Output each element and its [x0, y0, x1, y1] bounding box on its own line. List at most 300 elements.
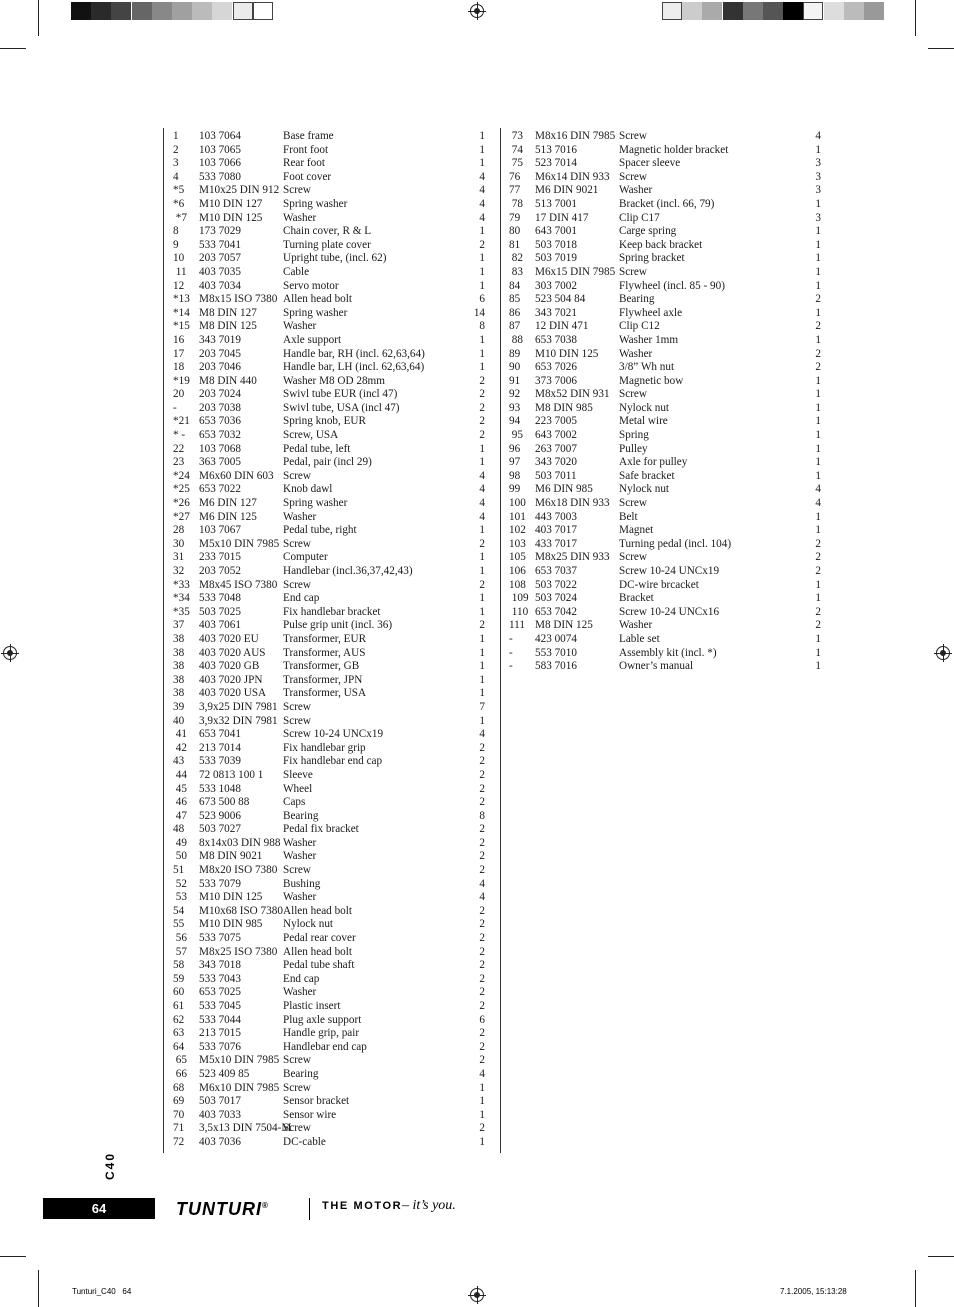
color-swatch	[71, 2, 91, 20]
parts-list-row	[173, 728, 485, 742]
part-description: Pedal rear cover	[283, 932, 356, 945]
part-number: 105	[509, 551, 526, 564]
part-description: Spring washer	[283, 197, 348, 210]
part-description: Pedal fix bracket	[283, 823, 359, 836]
part-number: 60	[173, 986, 185, 999]
color-swatch	[743, 2, 763, 20]
part-number: 57	[173, 945, 187, 958]
parts-list-row	[509, 144, 821, 158]
parts-list-row	[173, 973, 485, 987]
part-quantity: 1	[815, 429, 821, 442]
part-code: M6x60 DIN 603	[199, 469, 274, 482]
parts-list-row	[173, 687, 485, 701]
part-code: 103 7065	[199, 143, 241, 156]
part-code: M10 DIN 127	[199, 197, 263, 210]
part-number: 81	[509, 238, 521, 251]
part-quantity: 1	[815, 252, 821, 265]
part-code: 203 7045	[199, 347, 241, 360]
part-code: M6x18 DIN 933	[535, 497, 610, 510]
part-description: Screw	[619, 265, 647, 278]
part-number: 30	[173, 537, 185, 550]
part-code: 403 7020 USA	[199, 687, 267, 700]
part-code: 503 7017	[199, 1095, 241, 1108]
part-description: Transformer, JPN	[283, 673, 363, 686]
part-description: Clip C17	[619, 211, 660, 224]
part-number: 62	[173, 1013, 185, 1026]
parts-list-row	[173, 551, 485, 565]
part-code: 653 7026	[535, 361, 577, 374]
part-code: 583 7016	[535, 660, 577, 673]
part-number: 40	[173, 714, 185, 727]
part-quantity: 2	[479, 945, 485, 958]
part-quantity: 1	[479, 1081, 485, 1094]
parts-list-row	[173, 905, 485, 919]
parts-list-row	[173, 579, 485, 593]
part-code: 403 7034	[199, 279, 241, 292]
part-description: Flywheel axle	[619, 306, 683, 319]
part-code: 653 7036	[199, 415, 241, 428]
part-quantity: 4	[479, 891, 485, 904]
color-swatch	[172, 2, 192, 20]
part-description: Handle bar, LH (incl. 62,63,64)	[283, 361, 425, 374]
parts-list-row	[173, 483, 485, 497]
part-number: 46	[173, 796, 187, 809]
part-number: 4	[173, 170, 179, 183]
parts-list-row	[173, 715, 485, 729]
part-description: Screw	[283, 864, 311, 877]
parts-list-row	[173, 1014, 485, 1028]
part-code: 403 7035	[199, 265, 241, 278]
part-code: 533 7043	[199, 972, 241, 985]
parts-list-row	[173, 946, 485, 960]
part-description: Screw	[283, 1054, 311, 1067]
part-number: 76	[509, 170, 521, 183]
slogan-main: THE MOTOR	[322, 1200, 403, 1212]
part-quantity: 1	[479, 687, 485, 700]
part-description: Safe bracket	[619, 469, 675, 482]
part-description: Allen head bolt	[283, 293, 352, 306]
parts-list-row	[173, 647, 485, 661]
part-code: M8x20 ISO 7380	[199, 864, 278, 877]
part-description: Carge spring	[619, 225, 677, 238]
part-code: M6 DIN 127	[199, 497, 257, 510]
parts-list-row	[509, 592, 821, 606]
parts-list-row	[173, 443, 485, 457]
part-code: 3,9x25 DIN 7981	[199, 700, 278, 713]
part-quantity: 1	[479, 632, 485, 645]
part-quantity: 4	[479, 184, 485, 197]
color-swatch	[682, 2, 702, 20]
part-number: 63	[173, 1027, 185, 1040]
parts-list-row	[509, 402, 821, 416]
part-number: 94	[509, 415, 521, 428]
part-number: 91	[509, 374, 521, 387]
part-description: Allen head bolt	[283, 904, 352, 917]
part-description: Washer	[283, 836, 317, 849]
part-description: Screw 10-24 UNCx19	[283, 728, 384, 741]
part-description: Screw	[619, 388, 647, 401]
part-number: *19	[173, 374, 190, 387]
part-code: 443 7003	[535, 510, 577, 523]
part-description: Washer	[619, 619, 653, 632]
part-number: 39	[173, 700, 185, 713]
part-quantity: 4	[815, 130, 821, 142]
part-code: M8 DIN 9021	[199, 850, 263, 863]
part-quantity: 1	[815, 415, 821, 428]
part-description: Cable	[283, 265, 310, 278]
part-quantity: 3	[815, 184, 821, 197]
parts-list-row	[173, 225, 485, 239]
part-quantity: 2	[815, 347, 821, 360]
part-code: 523 504 84	[535, 293, 586, 306]
part-quantity: 2	[479, 537, 485, 550]
parts-list-row	[509, 334, 821, 348]
part-description: Screw	[283, 469, 311, 482]
parts-list-row	[173, 266, 485, 280]
part-description: Handle bar, RH (incl. 62,63,64)	[283, 347, 425, 360]
slogan-divider	[309, 1198, 310, 1220]
part-description: Screw	[283, 1122, 311, 1135]
part-description: Screw	[619, 130, 647, 142]
part-description: Knob dawl	[283, 483, 333, 496]
part-number: -	[509, 632, 513, 645]
part-quantity: 2	[479, 1040, 485, 1053]
parts-list-row	[509, 184, 821, 198]
parts-list-row	[173, 538, 485, 552]
parts-list-row	[173, 1041, 485, 1055]
part-code: 513 7001	[535, 197, 577, 210]
part-quantity: 4	[479, 170, 485, 183]
part-quantity: 1	[815, 374, 821, 387]
part-description: Owner’s manual	[619, 660, 694, 673]
color-swatch	[864, 2, 884, 20]
parts-list-row	[173, 783, 485, 797]
parts-list-row	[509, 483, 821, 497]
parts-list-row	[173, 606, 485, 620]
part-code: 203 7052	[199, 565, 241, 577]
parts-list-row	[173, 388, 485, 402]
color-swatch	[91, 2, 111, 20]
slogan-tagline	[402, 1198, 456, 1214]
part-quantity: 4	[479, 483, 485, 496]
part-number: 22	[173, 442, 185, 455]
model-label: C40	[103, 1151, 117, 1180]
part-description: Sensor wire	[283, 1108, 337, 1121]
part-description: Fix handlebar bracket	[283, 605, 381, 618]
part-quantity: 1	[815, 456, 821, 469]
part-code: 503 7022	[535, 578, 577, 591]
part-description: End cap	[283, 592, 320, 605]
part-number: *5	[173, 184, 185, 197]
part-quantity: 4	[479, 469, 485, 482]
part-number: 77	[509, 184, 521, 197]
parts-list-row	[173, 470, 485, 484]
parts-list-row	[173, 1095, 485, 1109]
part-description: Pulley	[619, 442, 648, 455]
color-swatch	[803, 2, 823, 20]
part-code: 103 7068	[199, 442, 241, 455]
part-quantity: 2	[479, 619, 485, 632]
part-code: 343 7020	[535, 456, 577, 469]
part-description: Bearing	[283, 809, 319, 822]
part-number: 2	[173, 143, 179, 156]
part-quantity: 7	[479, 700, 485, 713]
part-quantity: 4	[479, 510, 485, 523]
part-description: Spring washer	[283, 497, 348, 510]
parts-list-row	[173, 1068, 485, 1082]
parts-list-row	[173, 239, 485, 253]
part-number: 38	[173, 632, 185, 645]
part-code: 403 7020 EU	[199, 632, 259, 645]
color-swatch	[844, 2, 864, 20]
part-number: 65	[173, 1054, 187, 1067]
part-number: 47	[173, 809, 187, 822]
parts-list-row	[509, 619, 821, 633]
part-quantity: 3	[815, 211, 821, 224]
part-number: 38	[173, 673, 185, 686]
part-quantity: 2	[815, 537, 821, 550]
parts-list-row	[173, 1000, 485, 1014]
part-code: 233 7015	[199, 551, 241, 564]
parts-list-row	[173, 252, 485, 266]
parts-list-right	[509, 130, 821, 674]
color-swatch	[253, 2, 273, 20]
part-quantity: 2	[479, 986, 485, 999]
part-code: M5x10 DIN 7985	[199, 1054, 280, 1067]
part-number: 97	[509, 456, 521, 469]
part-quantity: 1	[815, 401, 821, 414]
brand-logo-text: TUNTURI	[176, 1199, 262, 1219]
part-description: Screw 10-24 UNCx19	[619, 565, 720, 577]
part-quantity: 2	[479, 388, 485, 401]
part-description: Washer	[283, 320, 317, 333]
part-number: 95	[509, 429, 523, 442]
part-quantity: 1	[479, 265, 485, 278]
parts-list-row	[509, 579, 821, 593]
part-code: 533 1048	[199, 782, 241, 795]
part-quantity: 2	[815, 605, 821, 618]
part-quantity: 1	[815, 238, 821, 251]
parts-list-row	[509, 538, 821, 552]
part-quantity: 1	[815, 524, 821, 537]
part-description: Servo motor	[283, 279, 339, 292]
part-number: 108	[509, 578, 526, 591]
part-quantity: 1	[479, 333, 485, 346]
part-number: 72	[173, 1135, 185, 1148]
part-quantity: 4	[815, 483, 821, 496]
part-code: 303 7002	[535, 279, 577, 292]
parts-list-row	[509, 157, 821, 171]
part-number: 55	[173, 918, 185, 931]
part-code: M5x10 DIN 7985	[199, 537, 280, 550]
parts-list-row	[509, 470, 821, 484]
parts-list-row	[173, 918, 485, 932]
parts-list-row	[173, 320, 485, 334]
part-quantity: 2	[815, 565, 821, 577]
part-description: Keep back bracket	[619, 238, 703, 251]
part-number: 42	[173, 741, 187, 754]
part-quantity: 1	[479, 605, 485, 618]
parts-list-row	[509, 551, 821, 565]
part-description: Assembly kit (incl. *)	[619, 646, 717, 659]
part-number: 96	[509, 442, 521, 455]
part-description: Transformer, AUS	[283, 646, 366, 659]
parts-list-row	[509, 361, 821, 375]
part-number: 12	[173, 279, 185, 292]
parts-list-row	[509, 225, 821, 239]
parts-list-row	[509, 212, 821, 226]
parts-list-row	[173, 1136, 485, 1150]
part-description: Metal wire	[619, 415, 668, 428]
part-number: 53	[173, 891, 187, 904]
part-number: 70	[173, 1108, 185, 1121]
part-number: 48	[173, 823, 185, 836]
part-quantity: 1	[479, 252, 485, 265]
registration-mark-icon	[936, 646, 950, 660]
part-code: M8 DIN 127	[199, 306, 257, 319]
part-description: Bracket	[619, 592, 654, 605]
part-number: 11	[173, 265, 187, 278]
part-description: Washer	[283, 510, 317, 523]
part-code: 653 7025	[199, 986, 241, 999]
part-quantity: 2	[479, 1027, 485, 1040]
part-quantity: 1	[815, 197, 821, 210]
part-code: 3,5x13 DIN 7504-M	[199, 1122, 292, 1135]
part-number: 45	[173, 782, 187, 795]
part-number: 56	[173, 932, 187, 945]
part-number: 20	[173, 388, 185, 401]
part-number: *25	[173, 483, 190, 496]
part-code: M8 DIN 985	[535, 401, 593, 414]
part-quantity: 1	[479, 592, 485, 605]
parts-list-row	[173, 565, 485, 579]
parts-list-row	[173, 334, 485, 348]
part-description: Chain cover, R & L	[283, 225, 372, 238]
part-description: Rear foot	[283, 157, 325, 170]
color-swatch	[723, 2, 743, 20]
parts-list-row	[173, 415, 485, 429]
part-description: Magnetic holder bracket	[619, 143, 729, 156]
part-description: Plug axle support	[283, 1013, 362, 1026]
parts-list-row	[173, 171, 485, 185]
part-number: 103	[509, 537, 526, 550]
part-description: Swivl tube EUR (incl 47)	[283, 388, 398, 401]
parts-list-row	[173, 878, 485, 892]
part-quantity: 6	[479, 293, 485, 306]
part-code: 433 7017	[535, 537, 577, 550]
part-quantity: 1	[479, 673, 485, 686]
part-description: Pedal, pair (incl 29)	[283, 456, 372, 469]
part-description: 3/8” Wh nut	[619, 361, 675, 374]
part-quantity: 8	[479, 809, 485, 822]
part-code: 213 7014	[199, 741, 241, 754]
part-description: Pedal tube, left	[283, 442, 351, 455]
part-description: Screw	[283, 184, 311, 197]
part-quantity: 2	[479, 401, 485, 414]
parts-list-row	[509, 497, 821, 511]
part-description: Spring	[619, 429, 649, 442]
part-quantity: 2	[479, 768, 485, 781]
part-quantity: 4	[479, 1067, 485, 1080]
part-description: Wheel	[283, 782, 313, 795]
part-quantity: 1	[479, 1135, 485, 1148]
part-quantity: 1	[815, 510, 821, 523]
parts-list-row	[509, 266, 821, 280]
part-number: 23	[173, 456, 185, 469]
part-quantity: 1	[479, 565, 485, 577]
part-number: 44	[173, 768, 187, 781]
parts-list-row	[509, 239, 821, 253]
parts-list-row	[173, 850, 485, 864]
part-code: M8x25 ISO 7380	[199, 945, 278, 958]
part-quantity: 1	[815, 632, 821, 645]
color-swatch	[111, 2, 131, 20]
part-code: 533 7076	[199, 1040, 241, 1053]
crop-mark	[0, 1256, 26, 1257]
color-swatch	[212, 2, 232, 20]
part-quantity: 2	[479, 1000, 485, 1012]
part-quantity: 2	[479, 972, 485, 985]
parts-list-row	[173, 198, 485, 212]
part-number: 10	[173, 252, 185, 265]
part-code: 553 7010	[535, 646, 577, 659]
part-number: *15	[173, 320, 190, 333]
part-number: 98	[509, 469, 521, 482]
part-code: 203 7046	[199, 361, 241, 374]
part-quantity: 2	[815, 619, 821, 632]
part-description: Screw	[283, 578, 311, 591]
part-description: Fix handlebar grip	[283, 741, 366, 754]
part-code: 653 7042	[535, 605, 577, 618]
part-number: -	[173, 401, 177, 414]
part-description: Transformer, USA	[283, 687, 367, 700]
part-quantity: 4	[815, 497, 821, 510]
part-quantity: 4	[479, 211, 485, 224]
part-quantity: 1	[479, 714, 485, 727]
part-number: 69	[173, 1095, 185, 1108]
part-description: Pedal tube shaft	[283, 959, 355, 972]
part-number: 66	[173, 1067, 187, 1080]
parts-list-row	[173, 1054, 485, 1068]
part-quantity: 1	[479, 456, 485, 469]
part-code: 263 7007	[535, 442, 577, 455]
part-quantity: 1	[479, 442, 485, 455]
parts-list-row	[173, 361, 485, 375]
part-description: Screw	[283, 700, 311, 713]
parts-list-row	[509, 388, 821, 402]
part-quantity: 2	[479, 429, 485, 442]
color-swatch	[662, 2, 682, 20]
color-swatch	[783, 2, 803, 20]
part-number: 64	[173, 1040, 185, 1053]
part-number: 32	[173, 565, 185, 577]
part-description: Spring bracket	[619, 252, 685, 265]
part-number: *7	[173, 211, 187, 224]
part-code: 423 0074	[535, 632, 577, 645]
part-number: 88	[509, 333, 523, 346]
parts-list-row	[173, 456, 485, 470]
parts-list-row	[173, 823, 485, 837]
crop-mark	[0, 48, 26, 49]
part-code: 403 7017	[535, 524, 577, 537]
part-description: Screw 10-24 UNCx16	[619, 605, 720, 618]
part-code: 653 7032	[199, 429, 241, 442]
part-number: * -	[173, 429, 186, 442]
part-quantity: 2	[479, 1054, 485, 1067]
parts-list-row	[173, 755, 485, 769]
parts-list-row	[509, 633, 821, 647]
parts-list-row	[173, 769, 485, 783]
